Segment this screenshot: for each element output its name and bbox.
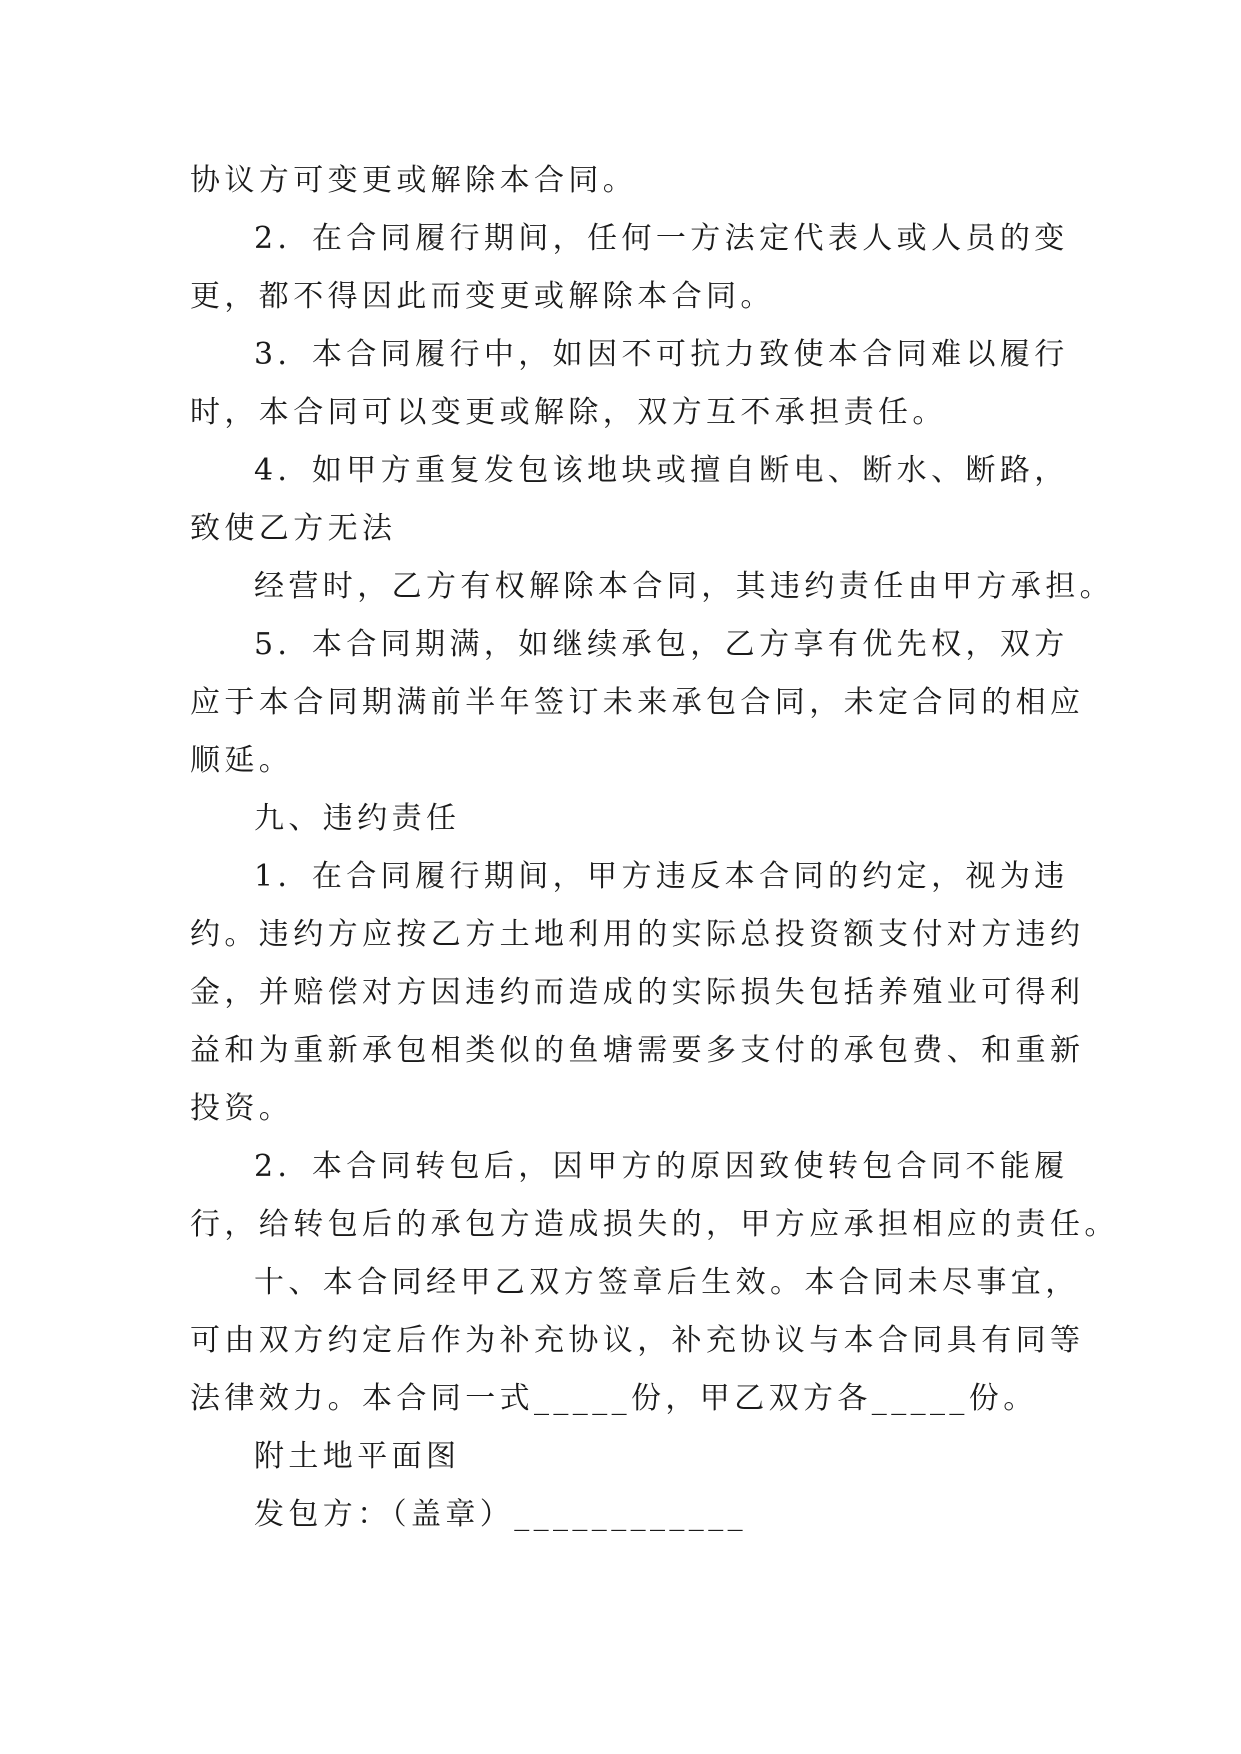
text-line: 法律效力。本合同一式_____份，甲乙双方各_____份。: [190, 1381, 1038, 1416]
text-line: 2．在合同履行期间，任何一方法定代表人或人员的变: [254, 221, 1069, 256]
text-line: 益和为重新承包相类似的鱼塘需要多支付的承包费、和重新: [190, 1033, 1085, 1068]
text-line: 可由双方约定后作为补充协议，补充协议与本合同具有同等: [190, 1323, 1085, 1358]
text-line: 经营时，乙方有权解除本合同，其违约责任由甲方承担。: [254, 569, 1114, 604]
text-line: 4．如甲方重复发包该地块或擅自断电、断水、断路，: [254, 453, 1069, 488]
text-line: 时，本合同可以变更或解除，双方互不承担责任。: [190, 395, 947, 430]
text-line: 协议方可变更或解除本合同。: [190, 163, 638, 198]
text-line: 致使乙方无法: [190, 511, 397, 546]
text-line: 更，都不得因此而变更或解除本合同。: [190, 279, 775, 314]
text-line: 3．本合同履行中，如因不可抗力致使本合同难以履行: [254, 337, 1069, 372]
text-line: 行，给转包后的承包方造成损失的，甲方应承担相应的责任。: [190, 1207, 1119, 1242]
text-line: 约。违约方应按乙方土地利用的实际总投资额支付对方违约: [190, 917, 1085, 952]
contract-body: [190, 152, 1119, 1544]
text-line: 5．本合同期满，如继续承包，乙方享有优先权，双方: [254, 627, 1069, 662]
text-line: 2．本合同转包后，因甲方的原因致使转包合同不能履: [254, 1149, 1069, 1184]
text-line: 应于本合同期满前半年签订未来承包合同，未定合同的相应: [190, 685, 1085, 720]
text-line: 十、本合同经甲乙双方签章后生效。本合同未尽事宜，: [254, 1265, 1080, 1300]
text-line: 金，并赔偿对方因违约而造成的实际损失包括养殖业可得利: [190, 975, 1085, 1010]
text-line: 顺延。: [190, 743, 294, 778]
text-line: 九、违约责任: [254, 801, 461, 836]
text-line: 发包方：（盖章）____________: [254, 1497, 747, 1532]
text-line: 1．在合同履行期间，甲方违反本合同的约定，视为违: [254, 859, 1069, 894]
text-line: 投资。: [190, 1091, 294, 1126]
text-line: 附土地平面图: [254, 1439, 461, 1474]
